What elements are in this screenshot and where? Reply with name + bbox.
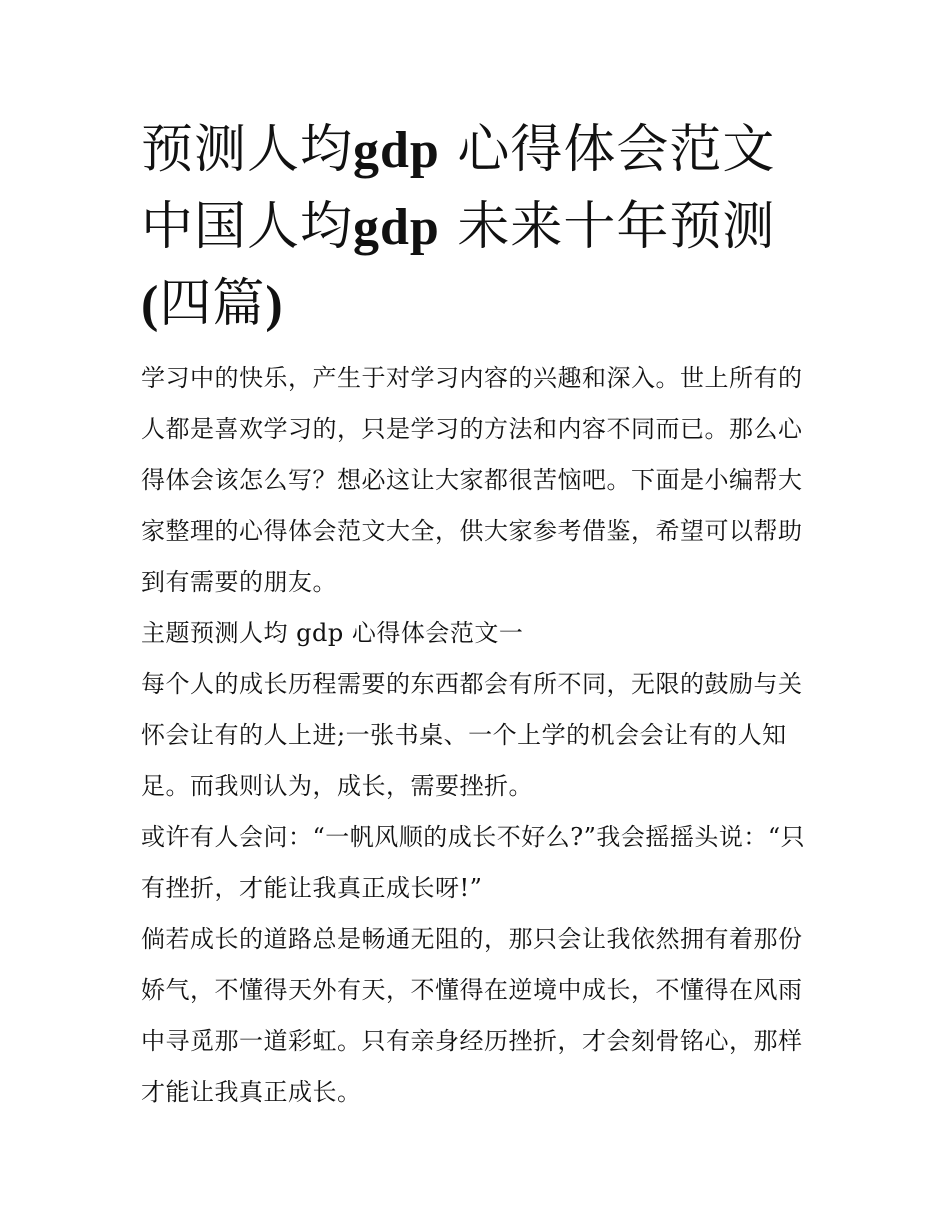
- title-text-4: gdp: [353, 199, 440, 256]
- document-body: [141, 353, 813, 1118]
- title-text-7: 四篇: [159, 274, 266, 334]
- section-heading: 主题预测人均 gdp 心得体会范文一: [141, 619, 524, 647]
- title-text-5: 未来十年预测: [439, 197, 776, 257]
- title-text-1: 预测人均: [141, 120, 354, 180]
- body-paragraph: 倘若成长的道路总是畅通无阻的，那只会让我依然拥有着那份娇气，不懂得天外有天，不懂得在逆境中成长，不懂得在风雨中寻觅那一道彩虹。只有亲身经历挫折，才会刻骨铭心，那样才能让我真正成长。: [141, 925, 803, 1106]
- body-paragraph: 每个人的成长历程需要的东西都会有所不同，无限的鼓励与关怀会让有的人上进;一张书桌、一个上学的机会会让有的人知足。而我则认为，成长，需要挫折。: [141, 670, 803, 800]
- title-text-8: ): [265, 276, 284, 333]
- title-text-3: 心得体会范文 中国人均: [141, 120, 776, 257]
- title-text-2: gdp: [353, 122, 440, 179]
- intro-paragraph: 学习中的快乐，产生于对学习内容的兴趣和深入。世上所有的人都是喜欢学习的，只是学习的方法和内容不同而已。那么心得体会该怎么写？想必这让大家都很苦恼吧。下面是小编帮大家整理的心得体会范文大全，供大家参考借鉴，希望可以帮助到有需要的朋友。: [141, 364, 803, 596]
- document-title: [141, 112, 813, 343]
- body-paragraph: 或许有人会问：“一帆风顺的成长不好么?”我会摇摇头说：“只有挫折，才能让我真正成长呀!”: [141, 823, 806, 902]
- title-text-6: (: [141, 276, 160, 333]
- document-content: [141, 112, 813, 1118]
